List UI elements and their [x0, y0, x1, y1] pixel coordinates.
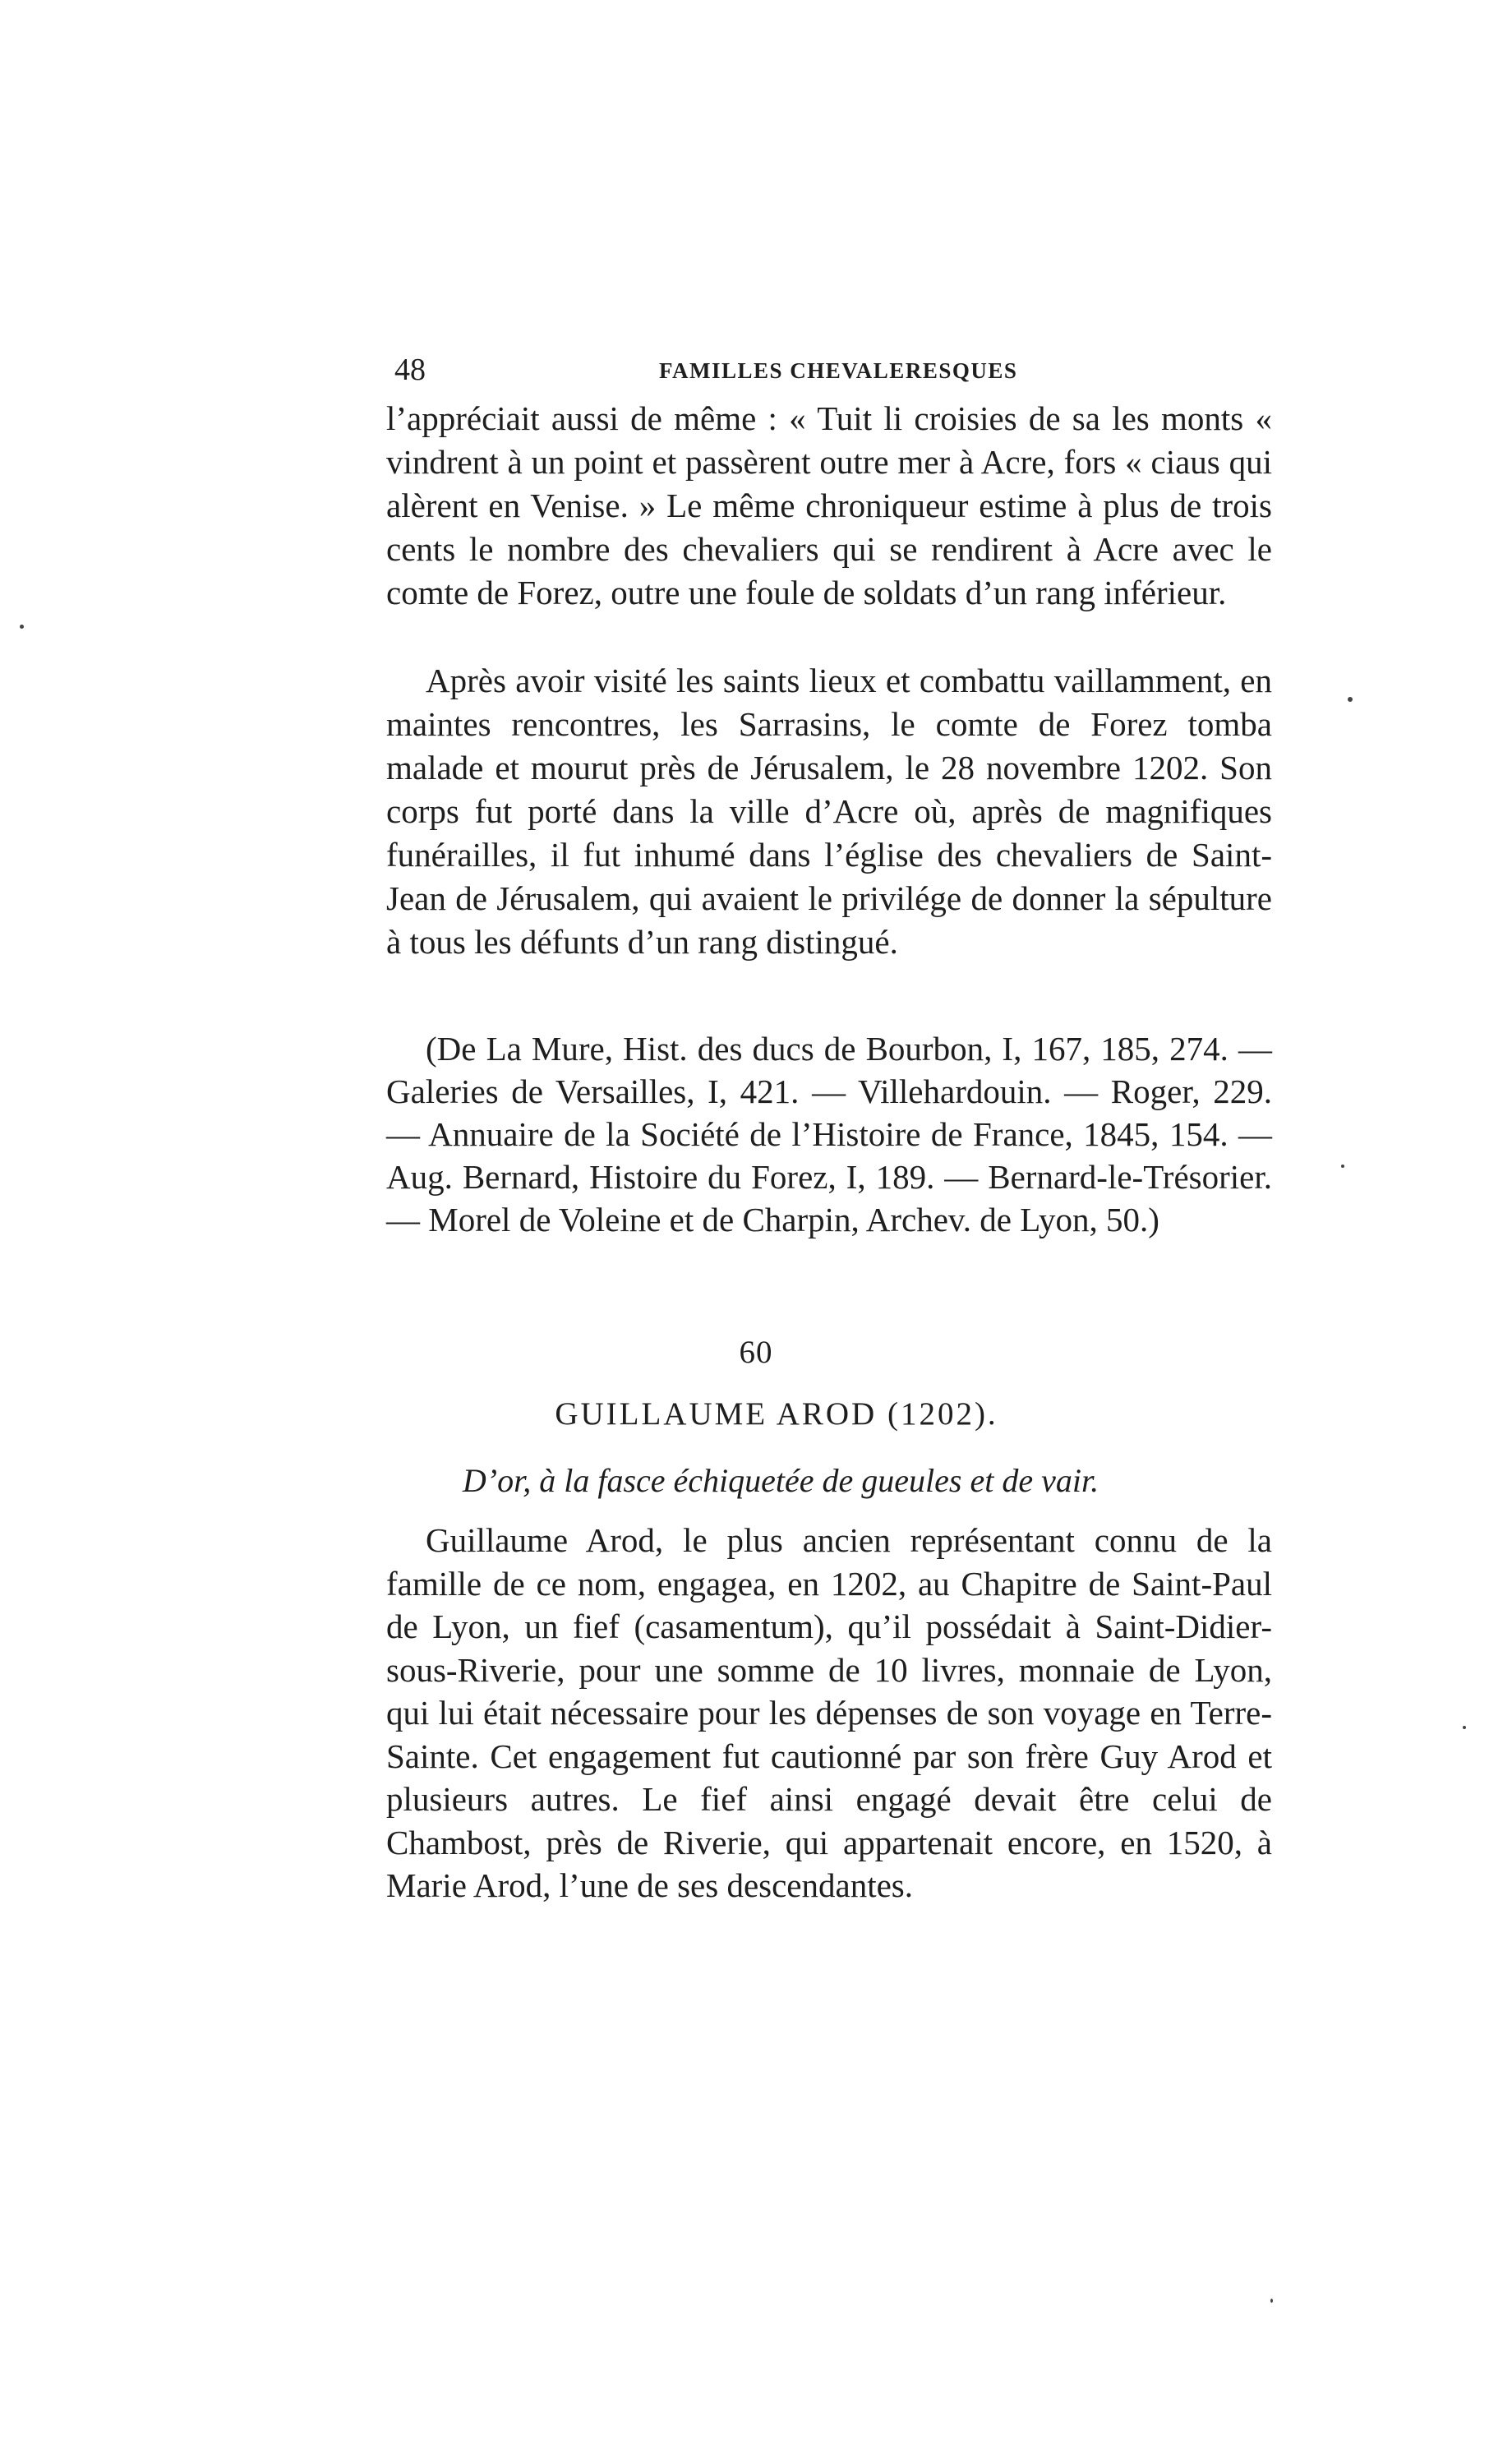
scan-speck	[1341, 1165, 1344, 1168]
death-paragraph: Après avoir visité les saints lieux et combattu vaillamment, en maintes rencontres, les Sarrasins, le comte de Forez tomba malade et mourut près de Jérusalem, le 28 novembre 1202. Son corps fut porté dans la ville d’Acre où, après de magnifiques funérailles, il fut inhumé dans l’église des chevaliers de Saint-Jean de Jérusalem, qui avaient le privilége de donner la sépulture à tous les défunts d’un rang distingué.	[386, 662, 1272, 961]
scan-speck	[20, 625, 24, 629]
sources-paragraph: (De La Mure, Hist. des ducs de Bourbon, I, 167, 185, 274. — Galeries de Versailles, I, 421. — Villehardouin. — Roger, 229. — Annuaire de la Société de l’Histoire de France, 1845, 154. — Aug. Bernard, Histoire du Forez, I, 189. — Bernard-le-Trésorier. — Morel de Voleine et de Charpin, Archev. de Lyon, 50.)	[386, 1030, 1272, 1238]
page-header	[394, 352, 1274, 401]
scan-speck	[1463, 1726, 1466, 1729]
blazon-line: D’or, à la fasce échiquetée de gueules et de vair.	[462, 1462, 1099, 1499]
death-block	[386, 659, 1272, 964]
section-number: 60	[739, 1335, 773, 1370]
arod-paragraph: Guillaume Arod, le plus ancien représentant connu de la famille de ce nom, engagea, en 1202, au Chapitre de Saint-Paul de Lyon, un fief (casamentum), qu’il possédait à Saint-Didier-sous-Riverie, pour une somme de 10 livres, monnaie de Lyon, qui lui était nécessaire pour les dépenses de son voyage en Terre-Sainte. Cet engagement fut cautionné par son frère Guy Arod et plusieurs autres. Le fief ainsi engagé devait être celui de Chambost, près de Riverie, qui appartenait encore, en 1520, à Marie Arod, l’une de ses descendantes.	[386, 1521, 1272, 1904]
page-number: 48	[394, 353, 426, 387]
arod-block	[386, 1519, 1272, 1907]
running-head: FAMILLES CHEVALERESQUES	[659, 358, 1018, 383]
continuation-block	[386, 397, 1272, 615]
section-title: GUILLAUME AROD (1202).	[555, 1396, 998, 1432]
sources-block	[386, 1027, 1272, 1241]
scan-speck	[1270, 2299, 1273, 2303]
continuation-paragraph: l’appréciait aussi de même : « Tuit li croisies de sa les monts « vindrent à un point et passèrent outre mer à Acre, fors « ciaus qui alèrent en Venise. » Le même chroniqueur estime à plus de trois cents le nombre des chevaliers qui se rendirent à Acre avec le comte de Forez, outre une foule de soldats d’un rang inférieur.	[386, 399, 1272, 611]
scan-speck	[1348, 697, 1353, 702]
